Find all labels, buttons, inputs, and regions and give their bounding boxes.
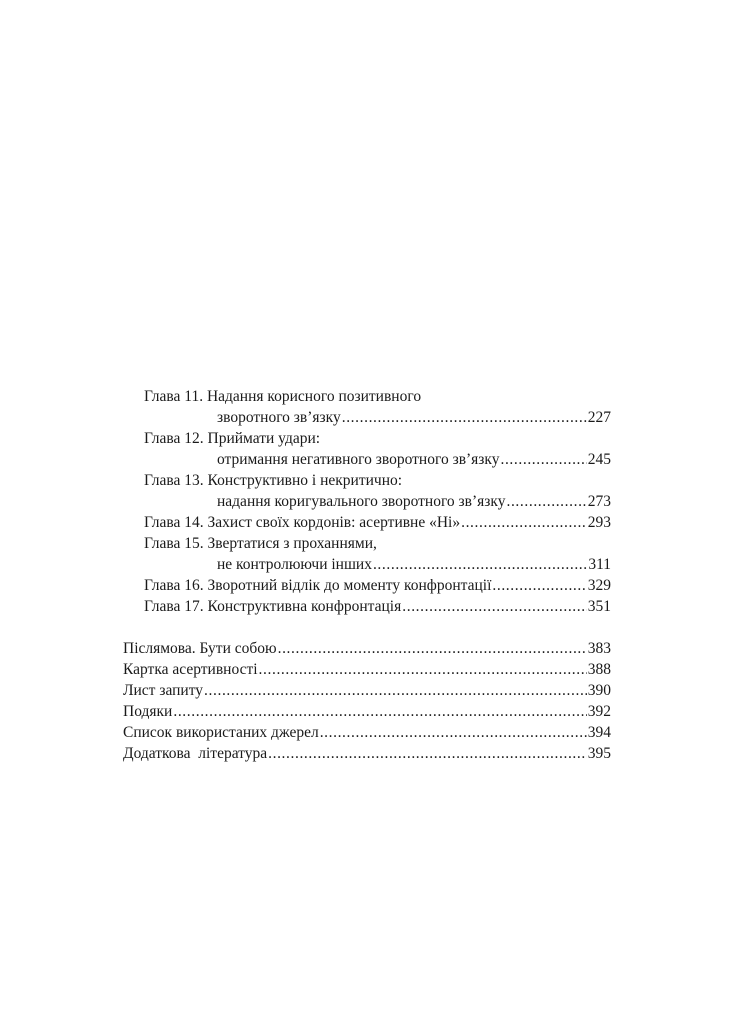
dot-leader — [373, 554, 587, 575]
dot-leader — [204, 680, 587, 701]
toc-entry-afterword — [123, 638, 611, 659]
toc-page-number: 227 — [587, 409, 611, 426]
toc-entry-title: Глава 12. Приймати удари: — [144, 430, 321, 447]
toc-entry-chapter-15-title — [144, 533, 377, 554]
toc-page-number: 395 — [587, 745, 611, 762]
toc-entry-request-letter — [123, 680, 611, 701]
dot-leader — [500, 449, 586, 470]
toc-entry-title: Лист запиту — [123, 682, 204, 699]
dot-leader — [259, 659, 587, 680]
toc-page-number: 390 — [587, 682, 611, 699]
toc-entry-chapter-13-title — [144, 470, 402, 491]
toc-page-number: 245 — [587, 451, 611, 468]
dot-leader — [320, 722, 587, 743]
toc-page-number: 388 — [587, 661, 611, 678]
toc-entry-continuation: зворотного зв’язку — [217, 409, 341, 426]
dot-leader — [402, 596, 587, 617]
toc-entry-title: Подяки — [123, 703, 173, 720]
toc-page-number: 293 — [587, 514, 611, 531]
toc-page-number: 383 — [587, 640, 611, 657]
toc-entry-title: Глава 15. Звертатися з проханнями, — [144, 535, 377, 552]
toc-entry-acknowledgements — [123, 701, 611, 722]
toc-entry-assertiveness-card — [123, 659, 611, 680]
toc-page-number: 394 — [587, 724, 611, 741]
toc-entry-title: Глава 14. Захист своїх кордонів: асертивне «Ні» — [144, 514, 461, 531]
dot-leader — [268, 743, 587, 764]
toc-entry-chapter-16 — [144, 575, 611, 596]
dot-leader — [173, 701, 586, 722]
toc-entry-chapter-15 — [217, 554, 611, 575]
dot-leader — [342, 407, 587, 428]
toc-entry-title: Глава 16. Зворотний відлік до моменту конфронтації — [144, 577, 492, 594]
dot-leader — [278, 638, 587, 659]
toc-entry-title: Додаткова література — [123, 745, 268, 762]
toc-entry-chapter-12-title — [144, 428, 320, 449]
toc-entry-references — [123, 722, 611, 743]
dot-leader — [506, 491, 586, 512]
toc-page-number: 329 — [587, 577, 611, 594]
toc-page-number: 311 — [588, 556, 611, 573]
toc-page-number: 392 — [587, 703, 611, 720]
toc-page-number: 351 — [587, 598, 611, 615]
toc-entry-chapter-12 — [217, 449, 611, 470]
toc-entry-chapter-14 — [144, 512, 611, 533]
toc-entry-continuation: отримання негативного зворотного зв’язку — [217, 451, 500, 468]
toc-entry-further-reading — [123, 743, 611, 764]
toc-entry-title: Післямова. Бути собою — [123, 640, 277, 657]
toc-entry-chapter-17 — [144, 596, 611, 617]
dot-leader — [461, 512, 587, 533]
toc-entry-title: Глава 17. Конструктивна конфронтація — [144, 598, 402, 615]
toc-entry-title: Список використаних джерел — [123, 724, 319, 741]
toc-entry-title: Картка асертивності — [123, 661, 258, 678]
dot-leader — [492, 575, 586, 596]
toc-entry-chapter-11-title — [144, 386, 421, 407]
toc-entry-continuation: не контролюючи інших — [217, 556, 372, 573]
toc-entry-continuation: надання коригувального зворотного зв’язку — [217, 493, 506, 510]
toc-page-number: 273 — [587, 493, 611, 510]
toc-entry-title: Глава 11. Надання корисного позитивного — [144, 388, 422, 405]
toc-entry-chapter-11 — [217, 407, 611, 428]
toc-entry-title: Глава 13. Конструктивно і некритично: — [144, 472, 403, 489]
toc-entry-chapter-13 — [217, 491, 611, 512]
